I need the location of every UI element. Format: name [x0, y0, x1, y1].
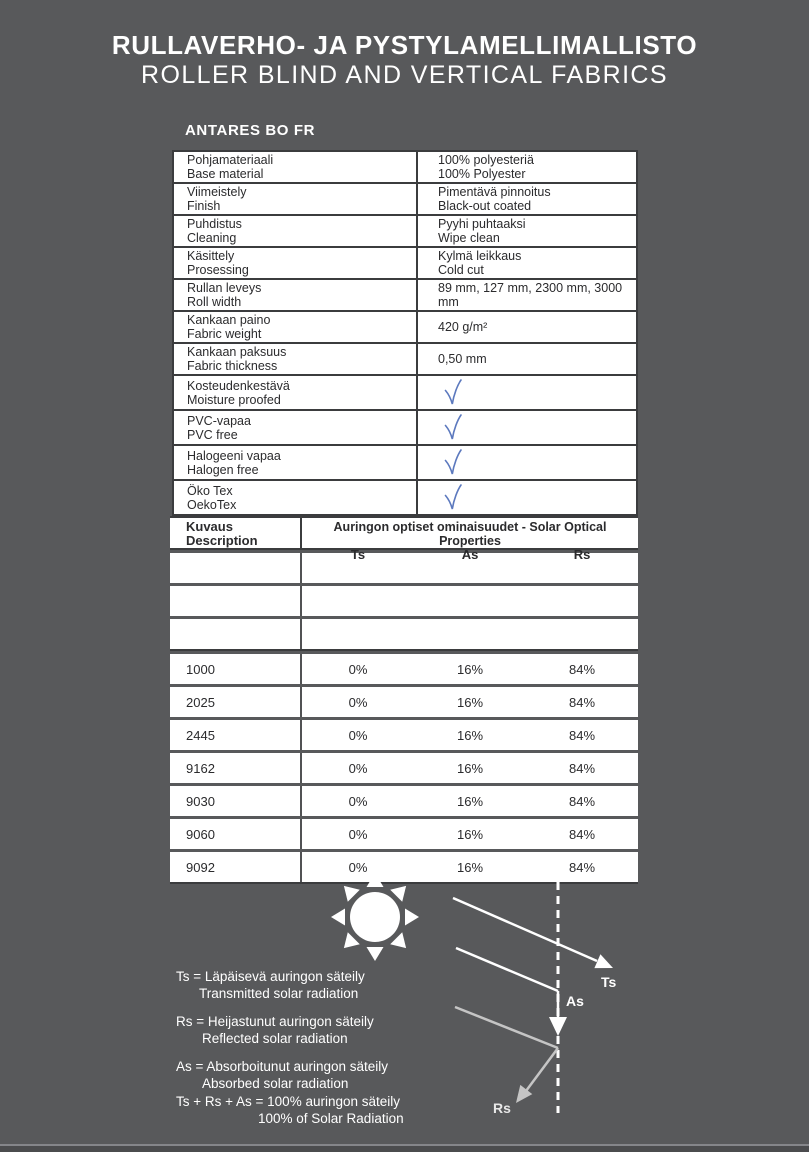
as-value: 16% — [456, 826, 484, 842]
property-label-fi: Käsittely — [187, 249, 235, 263]
property-value-text — [438, 217, 636, 245]
product-name: ANTARES BO FR — [185, 122, 316, 139]
ts-value: 0% — [348, 694, 368, 710]
property-label-en: OekoTex — [187, 497, 237, 512]
property-value-cell — [417, 215, 637, 247]
property-label-fi: Puhdistus — [187, 217, 242, 231]
rs-value: 84% — [568, 826, 596, 842]
fabric-code: 2025 — [170, 687, 302, 717]
rs-value: 84% — [568, 661, 596, 677]
property-label-cell — [173, 279, 417, 311]
property-value-cell — [417, 183, 637, 215]
property-value-cell — [417, 480, 637, 515]
property-value-fi: Kylmä leikkaus — [438, 249, 522, 263]
property-row — [173, 183, 637, 215]
property-label-cell — [173, 247, 417, 279]
property-value-fi: 0,50 mm — [438, 352, 487, 366]
ts-arrow-label: Ts — [601, 974, 617, 990]
property-label-en: Cleaning — [187, 231, 237, 245]
property-value-fi: Pimentävä pinnoitus — [438, 185, 551, 199]
empty-row — [170, 586, 638, 616]
rs-value: 84% — [568, 859, 596, 875]
legend-ts-fi: Ts = Läpäisevä auringon säteily — [176, 969, 365, 984]
legend-total-en: 100% of Solar Radiation — [258, 1111, 404, 1126]
as-value: 16% — [456, 727, 484, 743]
checkmark-icon — [444, 414, 462, 444]
property-label-cell — [173, 343, 417, 375]
fabric-code: 9060 — [170, 819, 302, 849]
sun-icon — [331, 873, 419, 961]
legend-ts-en: Transmitted solar radiation — [199, 986, 359, 1001]
as-value: 16% — [456, 760, 484, 776]
property-value-cell — [417, 151, 637, 183]
legend-as-fi: As = Absorboitunut auringon säteily — [176, 1059, 389, 1074]
property-label-cell — [173, 375, 417, 410]
solar-properties-header: Auringon optiset ominaisuudet - Solar Optical Properties — [333, 520, 607, 548]
property-value-fi: 89 mm, 127 mm, 2300 mm, 3000 mm — [438, 281, 623, 309]
fabric-data-row — [170, 786, 638, 816]
fabric-data-row — [170, 819, 638, 849]
property-value-text — [438, 281, 636, 309]
as-value: 16% — [456, 694, 484, 710]
property-value-en: Black-out coated — [438, 199, 532, 213]
property-label-cell — [173, 183, 417, 215]
legend-total — [176, 1093, 404, 1127]
property-value-cell — [417, 247, 637, 279]
property-row — [173, 151, 637, 183]
property-value-fi: 420 g/m² — [438, 320, 488, 334]
as-value: 16% — [456, 661, 484, 677]
property-value-text — [438, 352, 636, 366]
ts-column-header: Ts — [350, 547, 366, 562]
legend-rs-en: Reflected solar radiation — [202, 1031, 348, 1046]
property-value-cell — [417, 375, 637, 410]
empty-row — [170, 553, 638, 583]
ts-value: 0% — [348, 826, 368, 842]
fabric-code: 9092 — [170, 852, 302, 882]
legend-rs — [176, 1013, 374, 1047]
fabric-data-row — [170, 720, 638, 750]
ts-value: 0% — [348, 727, 368, 743]
as-arrow-label: As — [566, 993, 584, 1009]
property-value-en: 100% Polyester — [438, 167, 526, 181]
description-header-en: Description — [186, 533, 258, 548]
description-header-cell — [170, 518, 302, 548]
property-row — [173, 480, 637, 515]
as-value: 16% — [456, 793, 484, 809]
as-value: 16% — [456, 859, 484, 875]
property-label-en: Roll width — [187, 295, 242, 309]
property-value-cell — [417, 279, 637, 311]
ts-value: 0% — [348, 760, 368, 776]
fabric-code: 9030 — [170, 786, 302, 816]
property-value-fi: 100% polyesteriä — [438, 153, 534, 167]
property-label-en: PVC free — [187, 427, 238, 442]
rs-value: 84% — [568, 727, 596, 743]
fabric-code: 9162 — [170, 753, 302, 783]
property-label-en: Fabric thickness — [187, 359, 278, 373]
property-row — [173, 215, 637, 247]
fabric-data-row — [170, 687, 638, 717]
page-title-english: ROLLER BLIND AND VERTICAL FABRICS — [141, 61, 668, 89]
property-label-fi: PVC-vapaa — [187, 413, 251, 428]
page-title-finnish: RULLAVERHO- JA PYSTYLAMELLIMALLISTO — [111, 30, 698, 60]
as-column-header: As — [461, 547, 479, 562]
property-label-cell — [173, 215, 417, 247]
checkmark-icon — [444, 449, 462, 479]
property-label-fi: Kosteudenkestävä — [187, 378, 290, 393]
property-label-fi: Halogeeni vapaa — [187, 448, 281, 463]
property-row — [173, 311, 637, 343]
rs-value: 84% — [568, 760, 596, 776]
properties-table-body — [173, 151, 637, 515]
legend-rs-fi: Rs = Heijastunut auringon säteily — [176, 1014, 374, 1029]
property-row — [173, 445, 637, 480]
property-label-fi: Rullan leveys — [187, 281, 262, 295]
property-row — [173, 279, 637, 311]
rs-column-header: Rs — [573, 547, 591, 562]
property-label-fi: Viimeistely — [187, 185, 247, 199]
property-label-cell — [173, 445, 417, 480]
property-value-text — [438, 320, 636, 334]
legend-as-en: Absorbed solar radiation — [202, 1076, 349, 1091]
property-label-en: Prosessing — [187, 263, 249, 277]
property-row — [173, 247, 637, 279]
property-row — [173, 410, 637, 445]
property-value-cell — [417, 445, 637, 480]
optical-properties-table — [170, 516, 638, 884]
property-label-en: Finish — [187, 199, 221, 213]
property-row — [173, 343, 637, 375]
checkmark-icon — [444, 484, 462, 514]
rs-value: 84% — [568, 793, 596, 809]
property-label-fi: Öko Tex — [187, 483, 233, 498]
property-label-cell — [173, 410, 417, 445]
legend-ts — [176, 968, 365, 1002]
property-value-cell — [417, 343, 637, 375]
properties-table — [172, 150, 638, 516]
property-value-fi: Pyyhi puhtaaksi — [438, 217, 526, 231]
fabric-code: 2445 — [170, 720, 302, 750]
rs-arrow-label: Rs — [493, 1100, 511, 1116]
optical-data-rows — [170, 654, 638, 884]
property-value-cell — [417, 311, 637, 343]
property-value-cell — [417, 410, 637, 445]
page-bottom-edge — [0, 1146, 809, 1152]
property-value-text — [438, 153, 636, 181]
solar-properties-header-cell — [302, 518, 638, 562]
property-label-en: Fabric weight — [187, 327, 262, 341]
ts-value: 0% — [348, 661, 368, 677]
property-label-en: Halogen free — [187, 462, 259, 477]
property-label-cell — [173, 480, 417, 515]
property-label-cell — [173, 311, 417, 343]
optical-table-header — [170, 516, 638, 562]
fabric-code: 1000 — [170, 654, 302, 684]
checkmark-icon — [444, 379, 462, 409]
property-value-en: Wipe clean — [438, 231, 500, 245]
property-value-en: Cold cut — [438, 263, 484, 277]
rs-value: 84% — [568, 694, 596, 710]
property-label-fi: Pohjamateriaali — [187, 153, 274, 167]
reflected-ray-arrow — [455, 1007, 558, 1103]
fabric-data-row — [170, 654, 638, 684]
property-value-text — [438, 185, 636, 213]
ts-value: 0% — [348, 793, 368, 809]
fabric-data-row — [170, 753, 638, 783]
description-header-fi: Kuvaus — [186, 519, 233, 534]
property-label-fi: Kankaan paksuus — [187, 345, 287, 359]
optical-spacer-rows — [170, 553, 638, 651]
ts-value: 0% — [348, 859, 368, 875]
property-value-text — [438, 249, 636, 277]
absorbed-ray-arrow — [456, 948, 567, 1036]
property-label-cell — [173, 151, 417, 183]
property-row — [173, 375, 637, 410]
legend-total-fi: Ts + Rs + As = 100% auringon säteily — [176, 1094, 401, 1109]
property-label-en: Base material — [187, 167, 264, 181]
property-label-en: Moisture proofed — [187, 392, 281, 407]
legend-as — [176, 1058, 388, 1092]
empty-row — [170, 619, 638, 651]
property-label-fi: Kankaan paino — [187, 313, 271, 327]
